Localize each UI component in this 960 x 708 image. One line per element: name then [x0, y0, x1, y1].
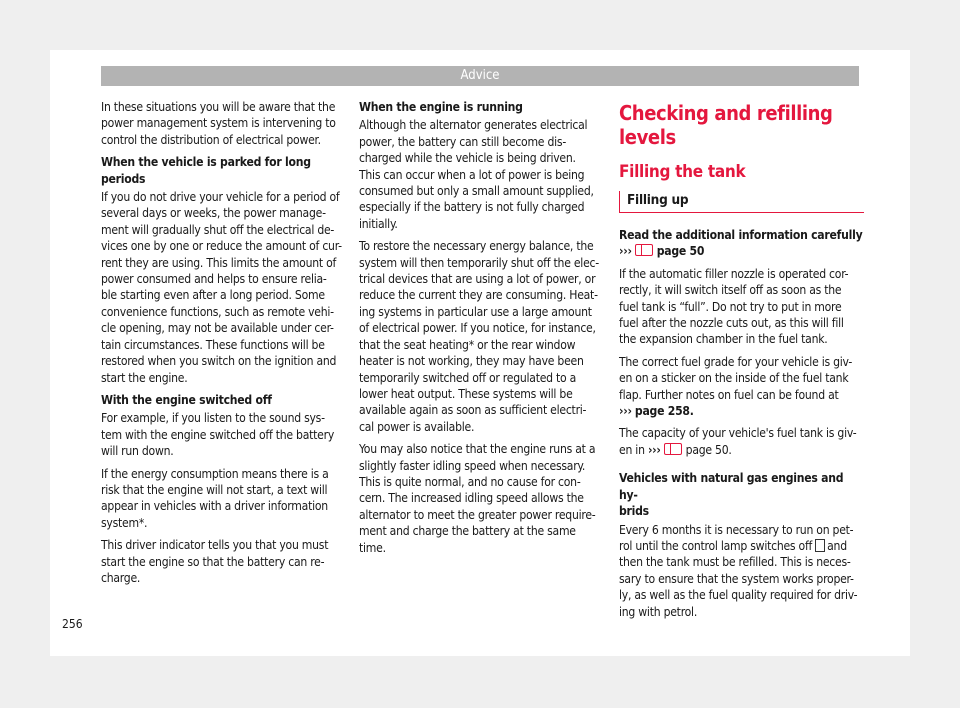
paragraph-text: and then the tank must be refilled. This is neces- sary to ensure that the system works proper- ly, as well as the fuel quality required for driv- ing with petrol.	[619, 538, 858, 619]
paragraph-text: Every 6 months it is necessary to run on pet- rol until the control lamp switches off	[619, 522, 854, 553]
paragraph: To restore the necessary energy balance, the system will then temporarily shut off the elec- trical devices that are using a lot of power, or reduce the current they are consuming. Heat- ing systems in particular use a large amount of electrical power. If you notice, for instance, that the seat heating* or the rear window heater is not working, they may have been temporarily switched off or regulated to a lower heat output. These systems will be available again as soon as sufficient electri- cal power is available.	[359, 239, 599, 434]
arrows-icon: ›››	[619, 404, 632, 419]
column-3	[619, 100, 864, 626]
book-warning-icon	[664, 443, 682, 455]
paragraph-text: The capacity of your vehicle's fuel tank is giv- en in	[619, 426, 857, 457]
read-info-note	[619, 227, 864, 260]
arrows-icon: ›››	[619, 244, 632, 259]
section-header: Advice	[101, 66, 859, 86]
paragraph: Although the alternator generates electrical power, the battery can still become dis- charged while the vehicle is being driven. This can occur when a lot of power is being consumed but only a small amount supplied, especially if the battery is not fully charged initially.	[359, 118, 594, 231]
paragraph: For example, if you listen to the sound sys- tem with the engine switched off the battery will run down.	[101, 411, 335, 459]
paragraph: This driver indicator tells you that you must start the engine so that the battery can re- charge.	[101, 538, 329, 585]
arrows-icon: ›››	[647, 442, 661, 457]
paragraph: You may also notice that the engine runs at a slightly faster idling speed when necessary. This is quite normal, and no cause for con- cern. The increased idling speed allows the alternator to meet the greater power require- ment and charge the battery at the same time.	[359, 442, 596, 555]
paragraph: The capacity of your vehicle's fuel tank is giv- en in ››› page 50.	[619, 426, 857, 457]
subheading: Vehicles with natural gas engines and hy- brids	[619, 471, 844, 519]
column-1	[101, 99, 351, 592]
column-2	[359, 99, 609, 562]
paragraph: If the automatic filler nozzle is operated cor- rectly, it will switch itself off as soon as the fuel tank is “full”. Do not try to put in more fuel after the nozzle cuts out, as this will fill the expansion chamber in the fuel tank.	[619, 266, 849, 347]
fuel-lamp-icon	[815, 539, 825, 552]
page-number: 256	[62, 617, 83, 631]
paragraph	[619, 522, 864, 620]
paragraph-text: The correct fuel grade for your vehicle is giv- en on a sticker on the inside of the fuel tank flap. Further notes on fuel can be found at	[619, 354, 853, 402]
page-link[interactable]: page 258	[634, 404, 690, 419]
book-warning-icon	[635, 244, 653, 256]
page-link[interactable]: page 50	[685, 442, 729, 457]
chapter-title: Checking and refilling levels	[619, 101, 833, 149]
paragraph: If you do not drive your vehicle for a period of several days or weeks, the power manage- ment will gradually shut off the electrical de- vices one by one or reduce the amount of cur- rent they are using. This limits the amount of power consumed and helps to ensure relia- ble starting even after a long period. Some convenience functions, such as remote vehi- cle opening, may not be available under cer- tain circumstances. These functions will be restored when you switch on the ignition and start the engine.	[101, 190, 342, 385]
read-info-text: Read the additional information carefully	[619, 228, 863, 242]
subheading: When the engine is running	[359, 100, 523, 114]
subheading: With the engine switched off	[101, 392, 272, 407]
paragraph: The correct fuel grade for your vehicle is giv- en on a sticker on the inside of the fuel tank flap. Further notes on fuel can be found at ››› page 258.	[619, 354, 853, 419]
page-link[interactable]: page 50	[656, 244, 705, 259]
subsection-title: Filling up	[619, 191, 864, 213]
subheading: When the vehicle is parked for long periods	[101, 155, 311, 186]
paragraph: If the energy consumption means there is a risk that the engine will not start, a text will appear in vehicles with a driver information system*.	[101, 466, 329, 530]
paragraph: In these situations you will be aware that the power management system is intervening to control the distribution of electrical power.	[101, 100, 336, 147]
section-title: Filling the tank	[619, 162, 746, 182]
